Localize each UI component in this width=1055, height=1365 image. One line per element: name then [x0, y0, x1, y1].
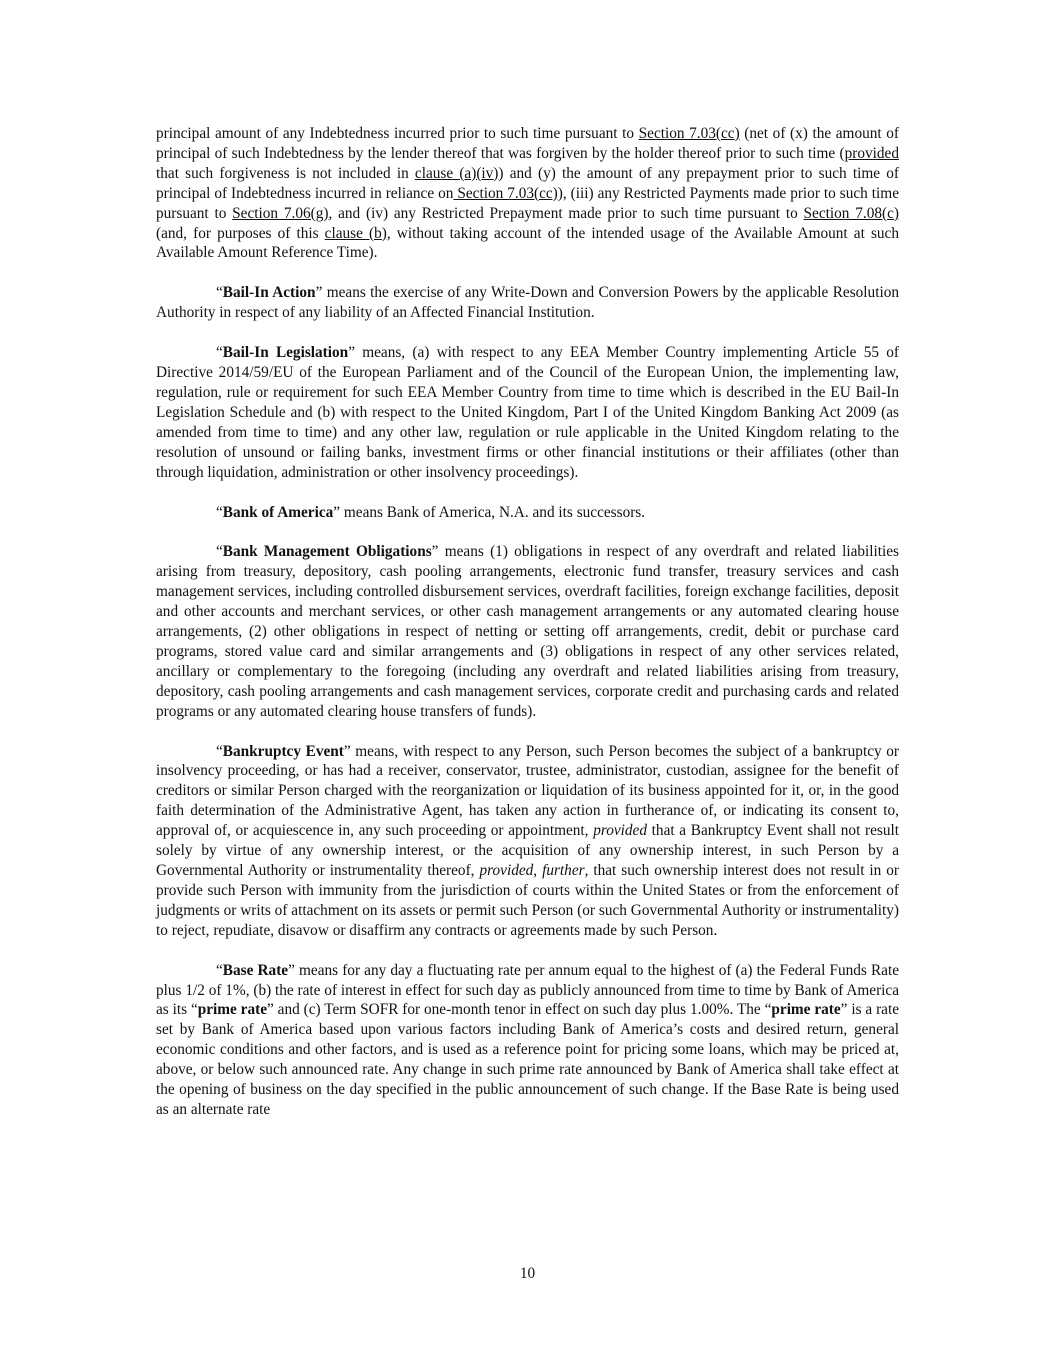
definition-bankruptcy-event: “Bankruptcy Event” means, with respect to any Person, such Person becomes the subject of a bankruptcy or insolvency proceeding, or has had a receiver, conservator, trustee, administrator, custodian, assignee for the benefit of creditors or similar Person charged with the reorganization or liquidation of its business appointed for it, or, in the good faith determination of the Administrative Agent, has taken any action in furtherance of, or indicating its consent to, approval of, or acquiescence in, any such proceeding or appointment, provided that a Bankruptcy Event shall not result solely by virtue of any ownership interest, or the acquisition of any ownership interest, in such Person by a Governmental Authority or instrumentality thereof, provided, further, that such ownership interest does not result in or provide such Person with immunity from the jurisdiction of courts within the United States or from the enforcement of judgments or writs of attachment on its assets or permit such Person (or such Governmental Authority or instrumentality) to reject, repudiate, disavow or disaffirm any contracts or agreements made by such Person.: [156, 742, 900, 939]
defined-term: Base Rate: [222, 961, 289, 979]
definition-base-rate: “Base Rate” means for any day a fluctuating rate per annum equal to the highest of (a) the Federal Funds Rate plus 1/2 of 1%, (b) the rate of interest in effect for such day as publicly announced from time to time by Bank of America as its “prime rate” and (c) Term SOFR for one-month tenor in effect on such day plus 1.00%. The “prime rate” is a rate set by Bank of America based upon various factors including Bank of America’s costs and desired return, general economic conditions and other factors, and is used as a reference point for pricing some loans, which may be priced at, above, or below such announced rate. Any change in such prime rate announced by Bank of America shall take effect at the opening of business on the day specified in the public announcement of such change. If the Base Rate is being used as an alternate rate: [156, 961, 899, 1118]
defined-term: Bankruptcy Event: [222, 742, 344, 760]
section-reference: Section 7.08(c): [803, 204, 899, 222]
provided-reference: provided: [844, 144, 899, 162]
section-reference: Section 7.03(cc): [453, 184, 558, 202]
section-reference: Section 7.06(g): [232, 204, 329, 222]
definition-bail-in-action: “Bail-In Action” means the exercise of any Write-Down and Conversion Powers by the applicable Resolution Authority in respect of any liability of an Affected Financial Institution.: [156, 284, 899, 322]
defined-term: Bail-In Action: [222, 284, 316, 302]
section-reference: Section 7.03(cc): [638, 125, 740, 142]
clause-reference: clause (b): [324, 224, 387, 242]
defined-term: Bank Management Obligations: [222, 543, 432, 561]
defined-term: Bank of America: [222, 503, 334, 521]
definition-bank-management-obligations: “Bank Management Obligations” means (1) obligations in respect of any overdraft and related liabilities arising from treasury, depository, cash pooling arrangements, electronic fund transfer, treasury services and cash management services, including controlled disbursement services, overdraft facilities, foreign exchange facilities, deposit and other accounts and merchant services, or other cash management arrangements or any automated clearing house arrangements, (2) other obligations in respect of netting or setting off arrangements, credit, debit or purchase card programs, stored value card and similar arrangements and (3) obligations in respect of any other services related, ancillary or complementary to the foregoing (including any overdraft and related liabilities arising from treasury, depository, cash pooling arrangements and cash management services, corporate credit and purchasing cards and related programs or any automated clearing house transfers of funds).: [156, 543, 900, 720]
definition-bail-in-legislation: “Bail-In Legislation” means, (a) with respect to any EEA Member Country implementing Article 55 of Directive 2014/59/EU of the European Parliament and of the Council of the European Union, the implementing law, regulation, rule or requirement for such EEA Member Country from time to time which is described in the EU Bail-In Legislation Schedule and (b) with respect to the United Kingdom, Part I of the United Kingdom Banking Act 2009 (as amended from time to time) and any other law, regulation or rule applicable in the United Kingdom relating to the resolution of unsound or failing banks, investment firms or other financial institutions or their affiliates (other than through liquidation, administration or other insolvency proceedings).: [156, 344, 899, 481]
clause-reference: clause (a)(iv): [414, 164, 499, 182]
defined-term: Bail-In Legislation: [222, 344, 349, 362]
paragraph-available-amount-continuation: principal amount of any Indebtedness incurred prior to such time pursuant to Section 7.03(cc) (net of (x) the amount of principal of such Indebtedness by the lender thereof that was forgiven by the holder thereof prior to such time (provided that such forgiveness is not included in clause (a)(iv)) and (y) the amount of any prepayment prior to such time of principal of Indebtedness incurred in reliance on Section 7.03(cc)), (iii) any Restricted Payments made prior to such time pursuant to Section 7.06(g), and (iv) any Restricted Prepayment made prior to such time pursuant to Section 7.08(c) (and, for purposes of this clause (b), without taking account of the intended usage of the Available Amount at such Available Amount Reference Time).: [156, 125, 899, 262]
page-number: 10: [519, 1265, 536, 1282]
document-page: [156, 124, 899, 1140]
definition-bank-of-america: “Bank of America” means Bank of America, N.A. and its successors.: [216, 503, 646, 521]
